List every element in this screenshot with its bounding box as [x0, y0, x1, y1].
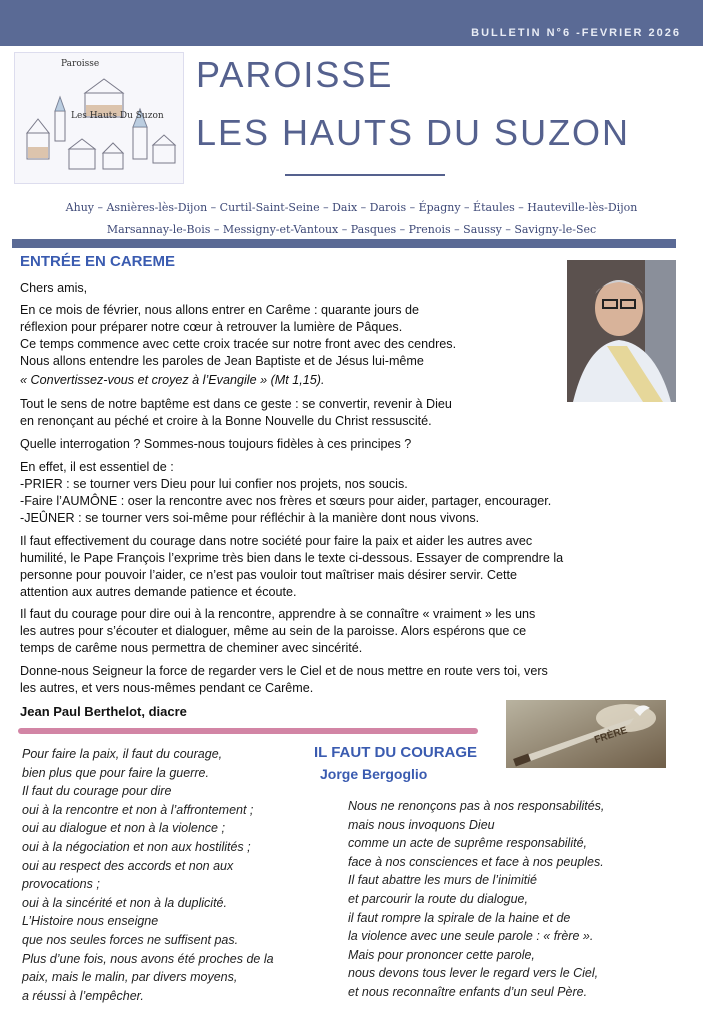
- poem-line: bien plus que pour faire la guerre.: [22, 765, 209, 780]
- poem-line: oui à la sincérité et non à la duplicité.: [22, 895, 227, 910]
- article-line: En ce mois de février, nous allons entrer en Carême : quarante jours de: [20, 303, 420, 317]
- poem-line: oui à la rencontre et non à l’affrontement ;: [22, 802, 254, 817]
- poem-line: nous devons tous lever le regard vers le Ciel,: [348, 966, 599, 981]
- portrait-illustration: [567, 260, 676, 402]
- article-line: En effet, il est essentiel de :: [20, 460, 174, 474]
- frere-sword-image: [506, 700, 666, 768]
- poem-line: oui au respect des accords et non aux: [22, 858, 234, 873]
- poem-line: et nous reconnaître enfants d’un seul Père.: [348, 984, 588, 999]
- article-line: les autres pour s’écouter et dialoguer, même au sein de la paroisse. Alors espérons que ce: [20, 624, 527, 638]
- article-line: Tout le sens de notre baptême est dans ce geste : se convertir, revenir à Dieu: [20, 397, 452, 411]
- article-line: -Faire l’AUMÔNE : oser la rencontre avec nos frères et sœurs pour aider, partager, encourager.: [20, 494, 552, 508]
- article-line: Quelle interrogation ? Sommes-nous toujours fidèles à ces principes ?: [20, 437, 412, 451]
- logo-text-bottom: Les Hauts Du Suzon: [71, 111, 164, 121]
- article-heading: ENTRÉE EN CAREME: [20, 253, 176, 270]
- poem-author: Jorge Bergoglio: [320, 766, 428, 782]
- poem-line: et parcourir la route du dialogue,: [348, 891, 528, 906]
- bulletin-number: BULLETIN N°6 -FEVRIER 2026: [471, 27, 681, 39]
- poem-line: provocations ;: [22, 877, 100, 892]
- article-line: Il faut effectivement du courage dans notre société pour faire la paix et aider les autres avec: [20, 534, 533, 548]
- poem-line: oui à la négociation et non aux hostilités ;: [22, 839, 251, 854]
- poem-line: oui au dialogue et non à la violence ;: [22, 821, 225, 836]
- poem-line: L’Histoire nous enseigne: [22, 914, 159, 929]
- title-underline: [285, 174, 445, 176]
- poem-line: Pour faire la paix, il faut du courage,: [22, 747, 223, 761]
- poem-line: mais nous invoquons Dieu: [348, 817, 495, 832]
- article-line: Nous allons entendre les paroles de Jean Baptiste et de Jésus lui-même: [20, 354, 424, 368]
- article-line: -JEÛNER : se tourner vers soi-même pour réfléchir à la manière dont nous vivons.: [20, 511, 480, 525]
- villages-line-2: Marsannay-le-Bois – Messigny-et-Vantoux – Pasques – Prenois – Saussy – Savigny-le-Sec: [106, 223, 597, 236]
- image-word: FRÈRE: [593, 725, 629, 746]
- poem-line: paix, mais le malin, par divers moyens,: [22, 970, 238, 985]
- villages-line-1: Ahuy – Asnières-lès-Dijon – Curtil-Saint-Seine – Daix – Darois – Épagny – Étaules – Hauteville-lès-Dijon: [65, 201, 638, 214]
- article-line: Chers amis,: [20, 281, 88, 295]
- article-line: les autres, et vers nous-mêmes pendant ce Carême.: [20, 681, 314, 695]
- parish-logo: [14, 52, 184, 184]
- poem-line: que nos seules forces ne suffisent pas.: [22, 932, 239, 947]
- article-line: temps de carême nous permettra de cheminer avec sincérité.: [20, 641, 363, 655]
- poem-line: Mais pour prononcer cette parole,: [348, 947, 535, 962]
- top-banner: [0, 0, 703, 46]
- article-quote: « Convertissez-vous et croyez à l’Evangile » (Mt 1,15).: [20, 373, 325, 387]
- poem-line: Plus d’une fois, nous avons été proches de la: [22, 951, 274, 966]
- poem-line: Il faut abattre les murs de l’inimitié: [348, 873, 537, 888]
- poem-right-column: [348, 797, 688, 1002]
- article-line: personne pour pouvoir l’aider, ce n’est pas vouloir tout maîtriser mais désirer servir. Cette: [20, 568, 517, 582]
- article-line: Donne-nous Seigneur la force de regarder vers le Ciel et de nous mettre en route vers toi, vers: [20, 664, 548, 678]
- article-line: Ce temps commence avec cette croix tracée sur notre front avec des cendres.: [20, 337, 457, 351]
- poem-line: la violence avec une seule parole : « frère ».: [348, 929, 594, 944]
- poem-left-column: [22, 745, 342, 1005]
- title-hauts-du-suzon: LES HAUTS DU SUZON: [196, 112, 631, 153]
- poem-line: face à nos consciences et face à nos peuples.: [348, 854, 604, 869]
- article-line: réflexion pour préparer notre cœur à retrouver la lumière de Pâques.: [20, 320, 403, 334]
- article-line: Il faut du courage pour dire oui à la rencontre, apprendre à se connaître « vraiment » les uns: [20, 607, 536, 621]
- article-line: -PRIER : se tourner vers Dieu pour lui confier nos projets, nos soucis.: [20, 477, 408, 491]
- deacon-photo: [567, 260, 676, 402]
- poem-line: Nous ne renonçons pas à nos responsabilités,: [348, 799, 605, 813]
- poem-line: Il faut du courage pour dire: [22, 784, 172, 799]
- poem-line: comme un acte de suprême responsabilité,: [348, 836, 588, 851]
- logo-text-top: Paroisse: [61, 59, 100, 69]
- sword-illustration: [506, 700, 666, 768]
- section-divider: [12, 239, 676, 248]
- poem-line: il faut rompre la spirale de la haine et de: [348, 910, 571, 925]
- brush-divider: [18, 728, 478, 734]
- signature: Jean Paul Berthelot, diacre: [20, 704, 187, 719]
- article-line: en renonçant au péché et croire à la Bonne Nouvelle du Christ ressuscité.: [20, 414, 432, 428]
- article-line: humilité, le Pape François l’exprime très bien dans le texte ci-dessous. Essayer de comprendre la: [20, 551, 564, 565]
- poem-line: a réussi à l’empêcher.: [22, 988, 144, 1003]
- title-paroisse: PAROISSE: [196, 54, 394, 95]
- poem-heading: IL FAUT DU COURAGE: [314, 744, 478, 761]
- article-line: attention aux autres demande patience et écoute.: [20, 585, 297, 599]
